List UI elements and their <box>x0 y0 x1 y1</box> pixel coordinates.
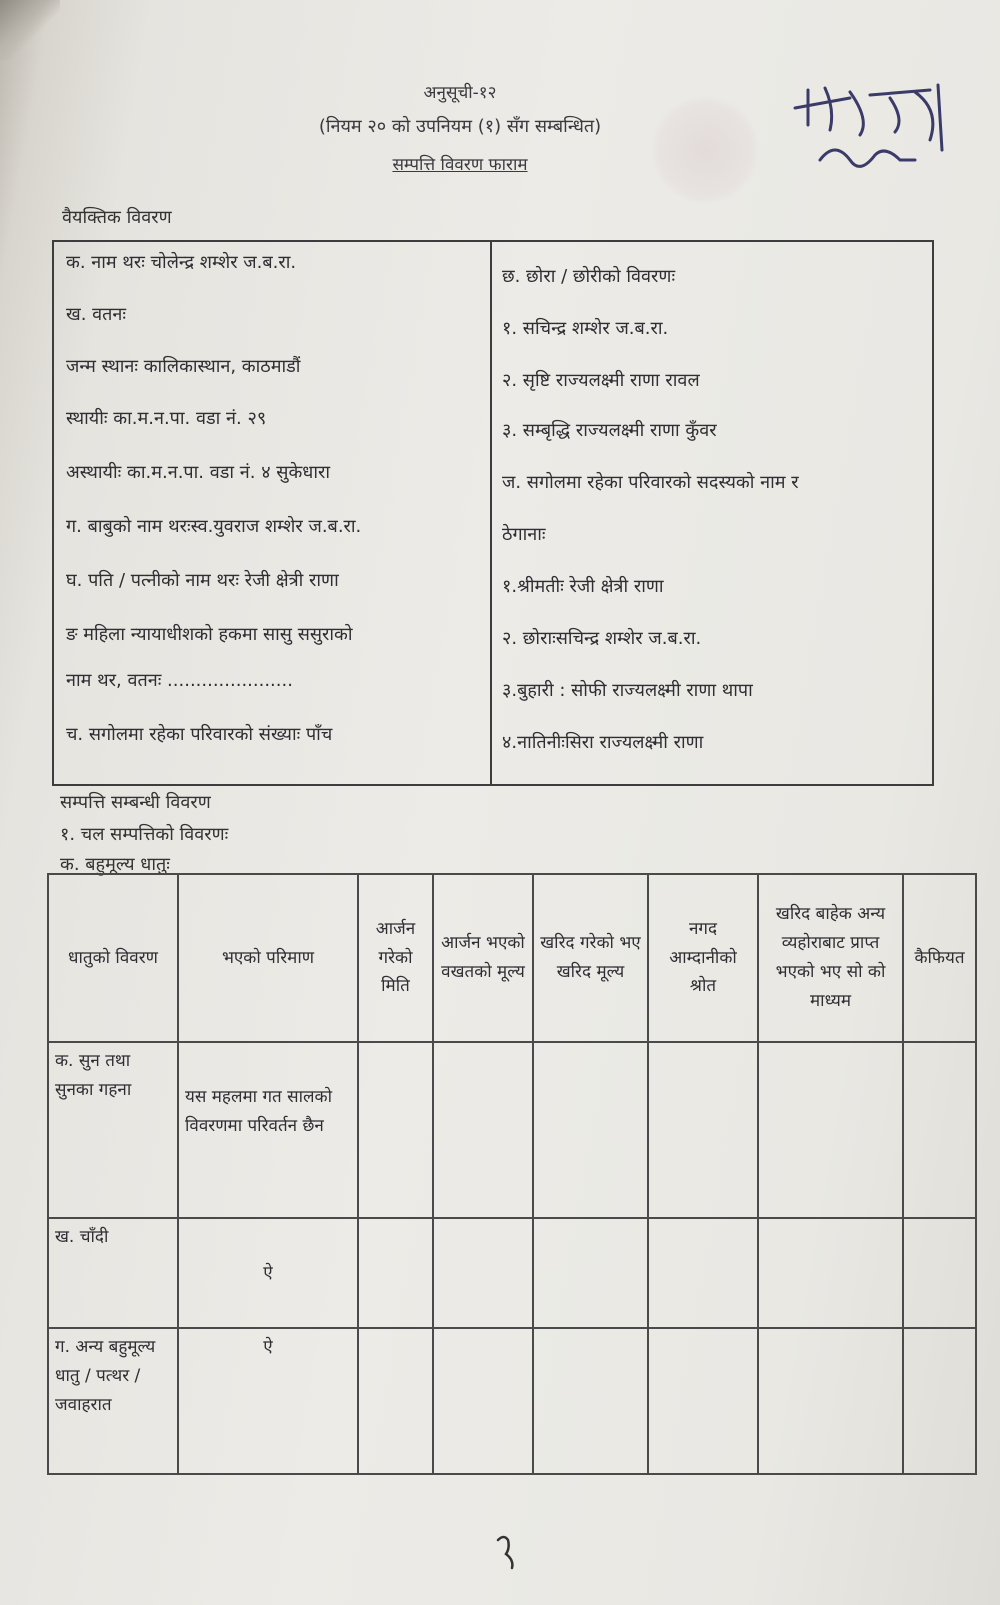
personal-right-line: छ. छोरा / छोरीको विवरणः <box>502 266 676 287</box>
table-header-row <box>48 874 976 1042</box>
empty-cell <box>648 1042 758 1218</box>
precious-metals-table <box>47 873 977 1475</box>
page-number <box>490 1530 530 1570</box>
column-header: धातुको विवरण <box>48 874 178 1042</box>
personal-left-line: ख. वतनः <box>66 304 127 325</box>
empty-cell <box>903 1328 976 1474</box>
empty-cell <box>903 1218 976 1328</box>
schedule-number: अनुसूची-१२ <box>423 83 497 103</box>
personal-left-line: स्थायीः का.म.न.पा. वडा नं. २९ <box>66 408 267 429</box>
personal-left-line: ङ महिला न्यायाधीशको हकमा सासु ससुराको <box>66 624 353 645</box>
column-header: कैफियत <box>903 874 976 1042</box>
empty-cell <box>533 1042 648 1218</box>
column-header: आर्जन भएको वखतको मूल्य <box>433 874 533 1042</box>
metal-item-cell: ख. चाँदी <box>48 1218 178 1328</box>
column-header: आर्जन गरेको मिति <box>358 874 433 1042</box>
empty-cell <box>533 1328 648 1474</box>
empty-cell <box>758 1042 903 1218</box>
faded-stamp <box>650 95 760 205</box>
personal-left-line: नाम थर, वतनः ...................... <box>66 670 293 691</box>
empty-cell <box>648 1218 758 1328</box>
personal-right-line: १. सचिन्द्र शम्शेर ज.ब.रा. <box>502 318 669 339</box>
empty-cell <box>903 1042 976 1218</box>
empty-cell <box>358 1042 433 1218</box>
column-divider <box>490 242 492 784</box>
form-title: सम्पत्ति विवरण फाराम <box>392 155 528 175</box>
personal-right-line: ३. सम्बृद्धि राज्यलक्ष्मी राणा कुँवर <box>502 420 717 441</box>
personal-right-line: ३.बुहारी : सोफी राज्यलक्ष्मी राणा थापा <box>502 680 753 701</box>
empty-cell <box>758 1218 903 1328</box>
personal-right-line: २. सृष्टि राज्यलक्ष्मी राणा रावल <box>502 370 700 391</box>
column-header: खरिद गरेको भए खरिद मूल्य <box>533 874 648 1042</box>
personal-details-box <box>52 240 934 786</box>
metal-item-cell: क. सुन तथा सुनका गहना <box>48 1042 178 1218</box>
personal-right-line: ज. सगोलमा रहेका परिवारको सदस्यको नाम र <box>502 472 799 493</box>
empty-cell <box>758 1328 903 1474</box>
page-fold-shadow <box>0 0 60 60</box>
column-header: भएको परिमाण <box>178 874 358 1042</box>
metal-item-cell: ग. अन्य बहुमूल्य धातु / पत्थर / जवाहरात <box>48 1328 178 1474</box>
amount-cell: ऐ <box>178 1328 358 1474</box>
empty-cell <box>533 1218 648 1328</box>
empty-cell <box>358 1328 433 1474</box>
personal-section-title: वैयक्तिक विवरण <box>62 207 172 228</box>
movable-property-subtitle: १. चल सम्पत्तिको विवरणः <box>60 824 229 845</box>
personal-left-line: च. सगोलमा रहेका परिवारको संख्याः पाँच <box>66 724 333 745</box>
table-row <box>48 1042 976 1218</box>
personal-left-line: घ. पति / पत्नीको नाम थरः रेजी क्षेत्री राणा <box>66 570 339 591</box>
empty-cell <box>433 1328 533 1474</box>
empty-cell <box>433 1042 533 1218</box>
rule-reference: (नियम २० को उपनियम (१) सँग सम्बन्धित) <box>318 116 602 137</box>
personal-left-line: ग. बाबुको नाम थरःस्व.युवराज शम्शेर ज.ब.रा. <box>66 516 362 537</box>
table-row <box>48 1328 976 1474</box>
property-section-title: सम्पत्ति सम्बन्धी विवरण <box>60 792 211 813</box>
personal-right-line: ठेगानाः <box>502 524 546 545</box>
personal-left-line: जन्म स्थानः कालिकास्थान, काठमाडौं <box>66 356 301 377</box>
table-row <box>48 1218 976 1328</box>
personal-left-line: क. नाम थरः चोलेन्द्र शम्शेर ज.ब.रा. <box>66 252 297 273</box>
column-header: नगद आम्दानीको श्रोत <box>648 874 758 1042</box>
personal-right-line: ४.नातिनीःसिरा राज्यलक्ष्मी राणा <box>502 732 704 753</box>
empty-cell <box>433 1218 533 1328</box>
amount-cell: ऐ <box>178 1218 358 1328</box>
handwritten-note <box>790 80 960 180</box>
personal-left-line: अस्थायीः का.म.न.पा. वडा नं. ४ सुकेधारा <box>66 462 331 483</box>
amount-cell: यस महलमा गत सालको विवरणमा परिवर्तन छैन <box>178 1042 358 1218</box>
personal-right-line: १.श्रीमतीः रेजी क्षेत्री राणा <box>502 576 664 597</box>
personal-right-line: २. छोराःसचिन्द्र शम्शेर ज.ब.रा. <box>502 628 702 649</box>
precious-metals-subtitle: क. बहुमूल्य धातुः <box>60 854 170 875</box>
empty-cell <box>358 1218 433 1328</box>
column-header: खरिद बाहेक अन्य व्यहोराबाट प्राप्त भएको भए सो को माध्यम <box>758 874 903 1042</box>
empty-cell <box>648 1328 758 1474</box>
